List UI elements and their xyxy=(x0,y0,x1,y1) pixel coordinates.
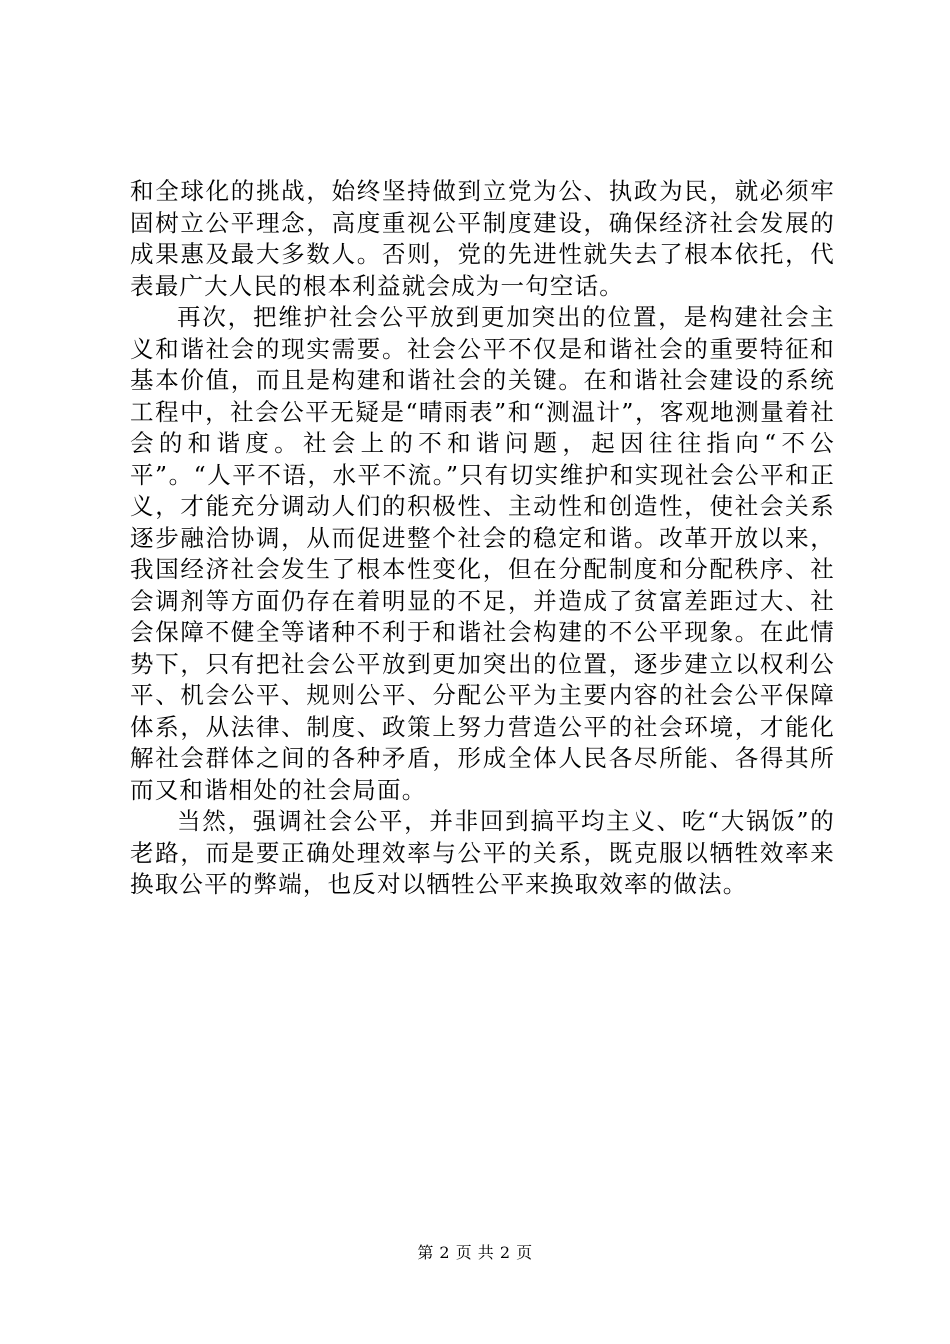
paragraph-efficiency-fairness: 当然，强调社会公平，并非回到搞平均主义、吃“大锅饭”的老路，而是要正确处理效率与公平的关系，既克服以牺牲效率来换取公平的弊端，也反对以牺牲公平来换取效率的做法。 xyxy=(130,807,835,898)
paragraph-social-fairness: 再次，把维护社会公平放到更加突出的位置，是构建社会主义和谐社会的现实需要。社会公平不仅是和谐社会的重要特征和基本价值，而且是构建和谐社会的关键。在和谐社会建设的系统工程中，社会公平无疑是“晴雨表”和“测温计”，客观地测量着社会的和谐度。社会上的不和谐问题，起因往往指向“不公平”。“人平不语，水平不流。”只有切实维护和实现社会公平和正义，才能充分调动人们的积极性、主动性和创造性，使社会关系逐步融洽协调，从而促进整个社会的稳定和谐。改革开放以来，我国经济社会发生了根本性变化，但在分配制度和分配秩序、社会调剂等方面仍存在着明显的不足，并造成了贫富差距过大、社会保障不健全等诸种不利于和谐社会构建的不公平现象。在此情势下，只有把社会公平放到更加突出的位置，逐步建立以权利公平、机会公平、规则公平、分配公平为主要内容的社会公平保障体系，从法律、制度、政策上努力营造公平的社会环境，才能化解社会群体之间的各种矛盾，形成全体人民各尽所能、各得其所而又和谐相处的社会局面。 xyxy=(130,303,835,804)
page-footer: 第 2 页 共 2 页 xyxy=(417,1243,533,1262)
paragraph-continuation: 和全球化的挑战，始终坚持做到立党为公、执政为民，就必须牢固树立公平理念，高度重视公平制度建设，确保经济社会发展的成果惠及最大多数人。否则，党的先进性就失去了根本依托，代表最广大人民的根本利益就会成为一句空话。 xyxy=(130,177,835,300)
document-body xyxy=(130,176,835,901)
